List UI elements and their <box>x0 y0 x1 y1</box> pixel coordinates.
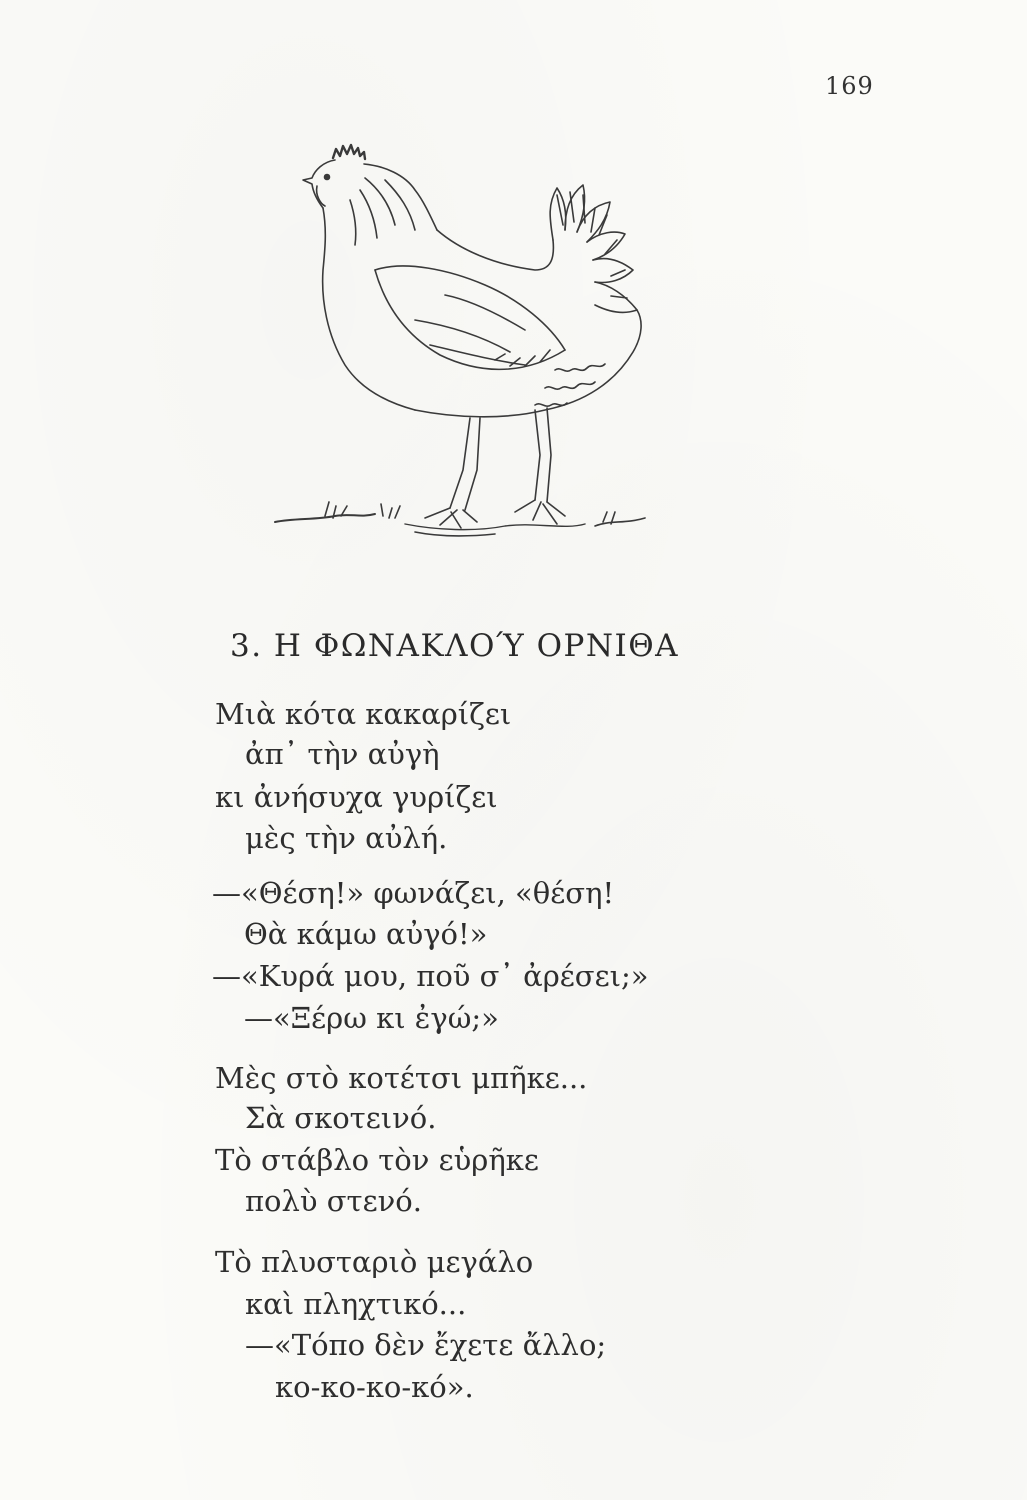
poem-line: Μὲς στὸ κοτέτσι μπῆκε... <box>215 1061 588 1095</box>
poem-line: κι ἀνήσυχα γυρίζει <box>215 780 498 814</box>
poem-line: μὲς τὴν αὐλή. <box>245 821 448 855</box>
poem-line: —«Ξέρω κι ἐγώ;» <box>244 1001 499 1035</box>
poem-line: Θὰ κάμω αὐγό!» <box>244 917 488 951</box>
poem-line: —«Τόπο δὲν ἔχετε ἄλλο; <box>245 1328 607 1362</box>
poem-title: 3. Η ΦΩΝΑΚΛΟΎ ΟΡΝΙΘΑ <box>230 628 680 664</box>
poem-line: —«Θέση!» φωνάζει, «θέση! <box>212 876 615 910</box>
poem-line: πολὺ στενό. <box>245 1184 422 1218</box>
poem-line: κο-κο-κο-κό». <box>275 1370 474 1404</box>
poem-line: —«Κυρά μου, ποῦ σ᾽ ἀρέσει;» <box>212 959 649 993</box>
poem-line: Σὰ σκοτεινό. <box>245 1101 437 1135</box>
page-number: 169 <box>825 72 874 100</box>
poem-line: Τὸ πλυσταριὸ μεγάλο <box>215 1245 534 1279</box>
poem-line: Μιὰ κότα κακαρίζει <box>215 697 512 731</box>
poem-line: ἀπ᾽ τὴν αὐγὴ <box>245 737 440 771</box>
poem-line: Τὸ στάβλο τὸν εὑρῆκε <box>215 1143 539 1177</box>
poem-line: καὶ πληχτικό... <box>245 1287 467 1321</box>
